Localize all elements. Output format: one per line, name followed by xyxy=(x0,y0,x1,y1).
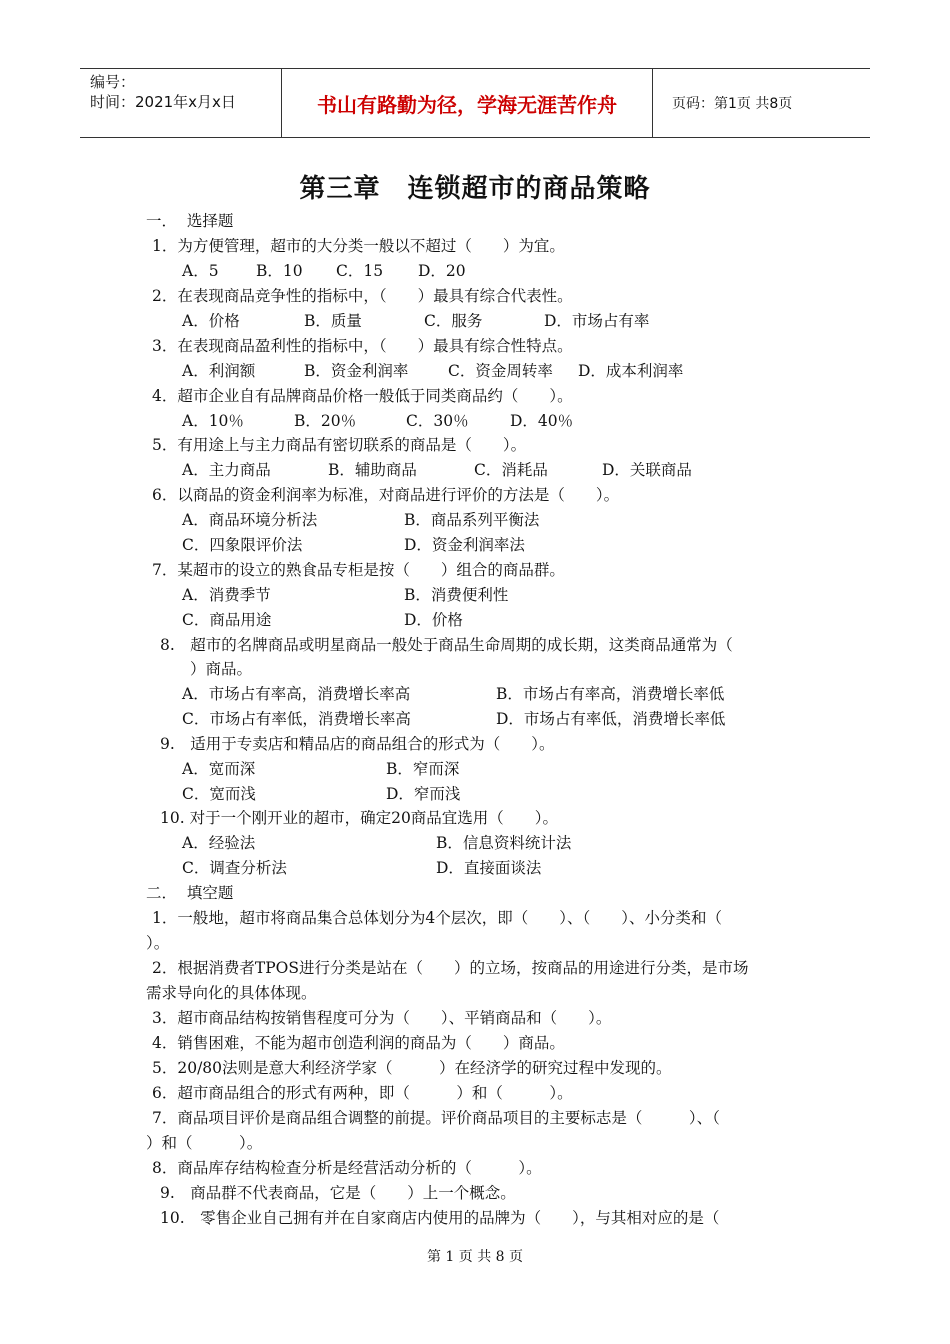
section1-heading: 一． 选择题 xyxy=(146,212,234,230)
fill-line: 1．一般地，超市将商品集合总体划分为4个层次，即（ ）、（ ）、小分类和（ xyxy=(152,909,722,927)
option: B．20％ xyxy=(294,412,357,430)
option: D．成本利润率 xyxy=(578,362,684,380)
header-meta xyxy=(80,69,282,137)
question-stem: 8. 超市的名牌商品或明星商品一般处于商品生命周期的成长期，这类商品通常为（ xyxy=(160,636,733,654)
option: C．资金周转率 xyxy=(448,362,553,380)
option: B．质量 xyxy=(304,312,362,330)
question-stem: 6．以商品的资金利润率为标准，对商品进行评价的方法是（ ）。 xyxy=(152,486,620,504)
page-info-text: 页码：第1页 共8页 xyxy=(672,96,793,112)
option: B．资金利润率 xyxy=(304,362,409,380)
fill-line: 2．根据消费者TPOS进行分类是站在（ ）的立场，按商品的用途进行分类，是市场 xyxy=(152,959,749,977)
option: B．消费便利性 xyxy=(404,586,509,604)
fill-line: 6．超市商品组合的形式有两种，即（ ）和（ ）。 xyxy=(152,1084,573,1102)
option: D．资金利润率法 xyxy=(404,536,525,554)
question-stem: 9. 适用于专卖店和精品店的商品组合的形式为（ ）。 xyxy=(160,735,555,753)
question-stem: 7．某超市的设立的熟食品专柜是按（ ）组合的商品群。 xyxy=(152,561,565,579)
header-motto: 书山有路勤为径，学海无涯苦作舟 xyxy=(317,92,617,117)
option: D．40％ xyxy=(510,412,574,430)
section2-heading: 二． 填空题 xyxy=(146,884,234,902)
option: D．关联商品 xyxy=(602,461,692,479)
option: C．15 xyxy=(336,262,384,280)
fill-line: 7．商品项目评价是商品组合调整的前提。评价商品项目的主要标志是（ ）、（ xyxy=(152,1109,720,1127)
option: A．主力商品 xyxy=(182,461,271,479)
fill-line: 5．20/80法则是意大利经济学家（ ）在经济学的研究过程中发现的。 xyxy=(152,1059,672,1077)
question-stem: 2．在表现商品竞争性的指标中，（ ）最具有综合代表性。 xyxy=(152,287,573,305)
option: A．利润额 xyxy=(182,362,256,380)
option: D．直接面谈法 xyxy=(436,859,542,877)
option: C．四象限评价法 xyxy=(182,536,303,554)
header-number: 编号： xyxy=(90,73,136,91)
chapter-title: 第三章 连锁超市的商品策略 xyxy=(299,174,651,204)
option: B．10 xyxy=(256,262,303,280)
option: C．调查分析法 xyxy=(182,859,287,877)
option: C．30％ xyxy=(406,412,469,430)
page-header xyxy=(80,68,870,138)
question-stem: 1．为方便管理，超市的大分类一般以不超过（ ）为宜。 xyxy=(152,237,565,255)
question-stem: 4．超市企业自有品牌商品价格一般低于同类商品约（ ）。 xyxy=(152,387,573,405)
option: D．市场占有率低，消费增长率低 xyxy=(496,710,726,728)
option: D．市场占有率 xyxy=(544,312,650,330)
option: C．服务 xyxy=(424,312,483,330)
option: D．价格 xyxy=(404,611,463,629)
question-stem: 10. 对于一个刚开业的超市，确定20商品宜选用（ ）。 xyxy=(160,809,559,827)
header-time: 时间：2021年x月x日 xyxy=(90,93,236,111)
option: A．宽而深 xyxy=(182,760,256,778)
fill-line: 9. 商品群不代表商品，它是（ ）上一个概念。 xyxy=(160,1184,516,1202)
option: D．20 xyxy=(418,262,466,280)
option: D．窄而浅 xyxy=(386,785,461,803)
option: C．商品用途 xyxy=(182,611,272,629)
option: C．宽而浅 xyxy=(182,785,256,803)
option: A．消费季节 xyxy=(182,586,271,604)
option: A．10％ xyxy=(182,412,244,430)
option: A．经验法 xyxy=(182,834,256,852)
fill-line: 10. 零售企业自己拥有并在自家商店内使用的品牌为（ ），与其相对应的是（ xyxy=(160,1209,720,1227)
option: B．商品系列平衡法 xyxy=(404,511,540,529)
fill-line: 4．销售困难，不能为超市创造利润的商品为（ ）商品。 xyxy=(152,1034,565,1052)
fill-line: 8．商品库存结构检查分析是经营活动分析的（ ）。 xyxy=(152,1159,542,1177)
option: A．市场占有率高，消费增长率高 xyxy=(182,685,411,703)
fill-line: 3．超市商品结构按销售程度可分为（ ）、平销商品和（ ）。 xyxy=(152,1009,612,1027)
option: C．消耗品 xyxy=(474,461,548,479)
option: A．价格 xyxy=(182,312,240,330)
option: A．商品环境分析法 xyxy=(182,511,318,529)
header-motto-cell xyxy=(282,69,653,137)
header-page-info xyxy=(664,69,870,137)
question-stem-cont: ）商品。 xyxy=(190,660,253,678)
option: A．5 xyxy=(182,262,219,280)
question-stem: 5．有用途上与主力商品有密切联系的商品是（ ）。 xyxy=(152,436,527,454)
page-footer: 第 1 页 共 8 页 xyxy=(426,1249,524,1265)
option: B．市场占有率高，消费增长率低 xyxy=(496,685,725,703)
question-stem: 3．在表现商品盈利性的指标中，（ ）最具有综合性特点。 xyxy=(152,337,573,355)
option: B．信息资料统计法 xyxy=(436,834,572,852)
fill-line: 需求导向化的具体体现。 xyxy=(146,984,317,1002)
fill-line: ）。 xyxy=(146,934,170,952)
option: C．市场占有率低，消费增长率高 xyxy=(182,710,411,728)
fill-line: ）和（ ）。 xyxy=(146,1134,263,1152)
option: B．辅助商品 xyxy=(328,461,417,479)
option: B．窄而深 xyxy=(386,760,460,778)
